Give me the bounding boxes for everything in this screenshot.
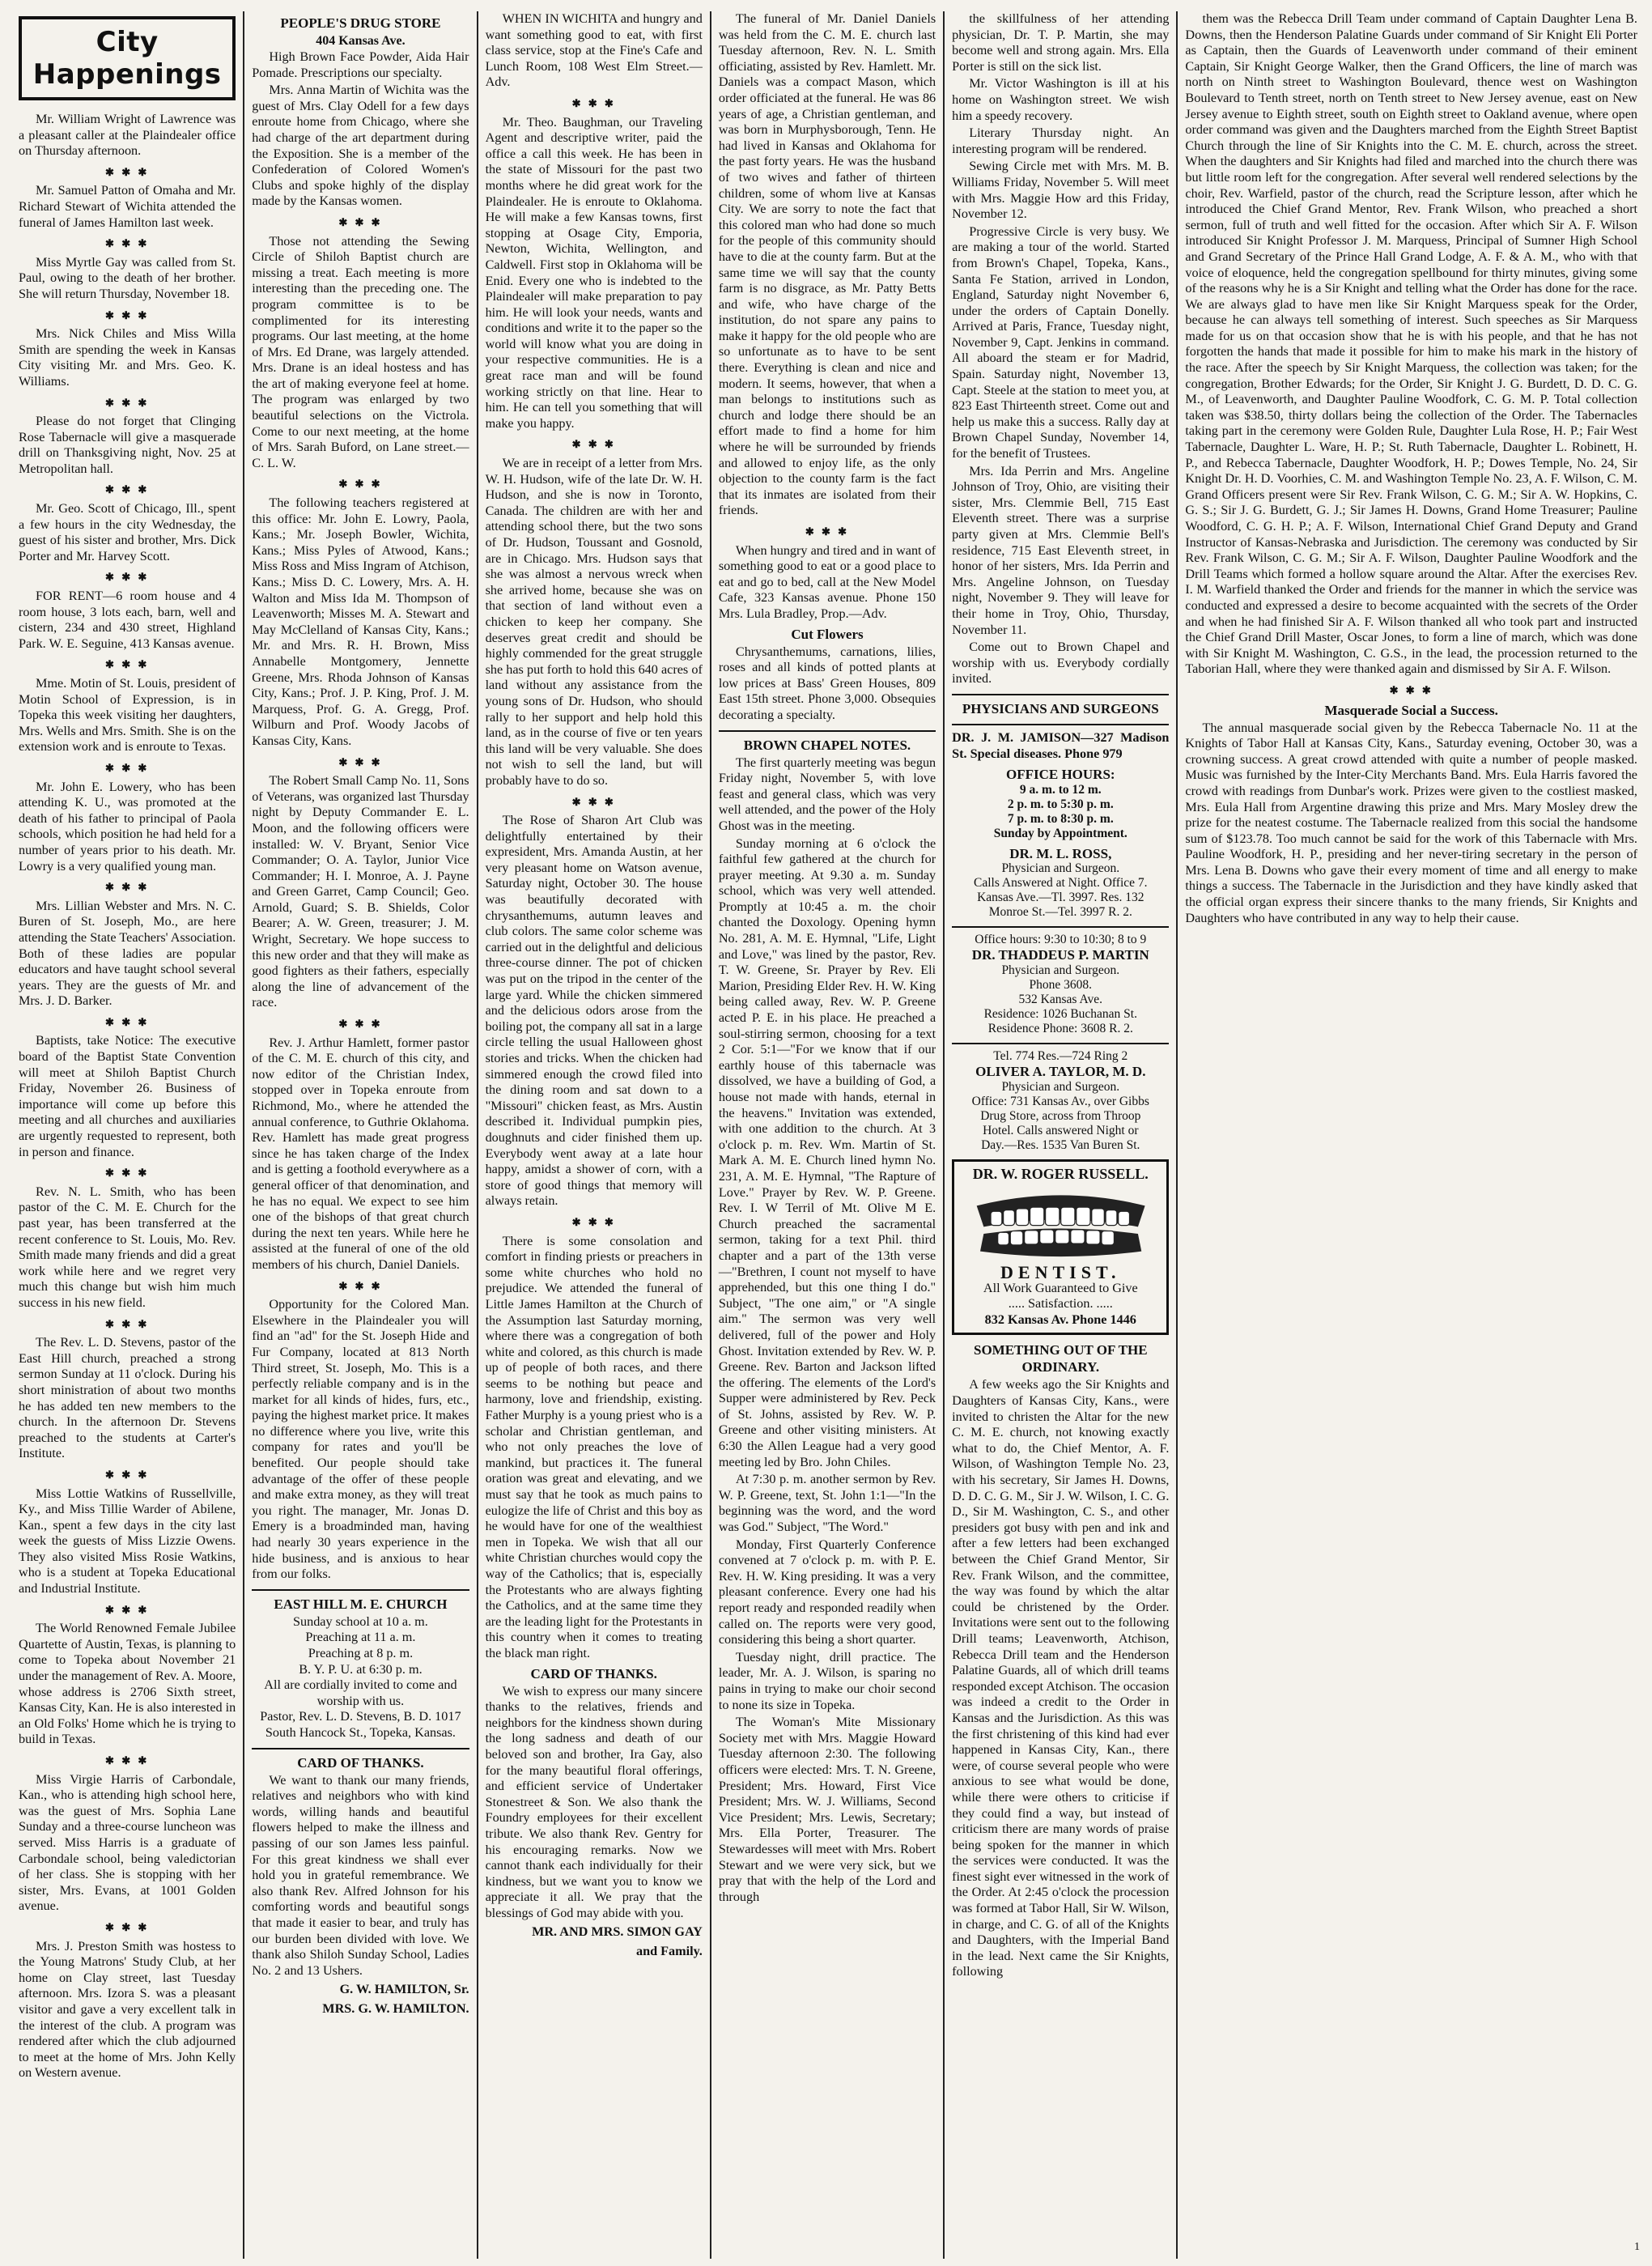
separator: ✱ ✱ ✱: [805, 525, 850, 538]
news-item: The Robert Small Camp No. 11, Sons of Veterans, was organized last Thursday night by Deputy Commander E. L. Moon, and the following officers were installed: W. V. Bryant, Senior Vice Commander; O. A. Taylor, Junior Vice Commander; H. I. Monroe, A. J. Payne and Green Garret, Camp Council; Geo. Arnold, Guard; S. B. Shields, Color Bearer; A. W. Green, treasurer; J. M. Wright, Secretary. We hope success to this new order and that they will make as good fighters as their fathers, especially along the line of advancement of the race.: [252, 773, 469, 1010]
divider: [952, 694, 1169, 695]
separator: ✱ ✱ ✱: [105, 308, 150, 321]
divider: [252, 1589, 469, 1591]
page-title: City Happenings: [19, 16, 236, 100]
news-item: Miss Myrtle Gay was called from St. Paul, owing to the death of her brother. She will return Thursday, November 18.: [19, 254, 236, 301]
jamison-name: DR. J. M. JAMISON—327 Madison St. Special diseases. Phone 979: [952, 729, 1170, 761]
office-hours-line: 2 p. m. to 5:30 p. m.: [1007, 797, 1114, 811]
separator: ✱ ✱ ✱: [105, 396, 150, 409]
news-item: Mrs. Lillian Webster and Mrs. N. C. Buren of St. Joseph, Mo., are here attending the State Teachers' Association. Both of these ladies are popular educators and have taught school several years. They are the guests of Mr. and Mrs. J. D. Barker.: [19, 898, 236, 1009]
chapel-note: Progressive Circle is very busy. We are making a tour of the world. Started from Brown's Chapel, Topeka, Kans., Santa Fe Station, arrived in London, England, Saturday night November 6, under the orders of Captain Donelly. Arrived at Paris, France, Tuesday night, November 9, Capt. Jenkins in command. All aboard the steam er for Madrid, Spain. Saturday night, November 13, Capt. Steele at the station to meet you, at 823 East Thirteenth street. Come out and help us make this a success. Rally day at Brown Chapel Sunday, November 14, for the benefit of Trustees.: [952, 223, 1170, 461]
taylor-line: Hotel. Calls answered Night or: [983, 1123, 1139, 1137]
separator: ✱ ✱ ✱: [338, 215, 383, 228]
flowers-text: Chrysanthemums, carnations, lilies, roses and all kinds of potted plants at low prices at Bass' Green Houses, 809 East 15th street. Phone 3,000. Obsequies decorating a specialty.: [718, 644, 936, 722]
separator: ✱ ✱ ✱: [105, 1468, 150, 1481]
brown-chapel-item: The first quarterly meeting was begun Friday night, November 5, with love feast and general class, which was very well attended, and the power of the Holy Ghost was in the meeting.: [718, 755, 936, 833]
ross-line: Kansas Ave.—Tl. 3997. Res. 132: [977, 891, 1145, 905]
separator: ✱ ✱ ✱: [105, 1167, 150, 1180]
col3-items: [486, 11, 703, 1662]
separator: ✱ ✱ ✱: [338, 1279, 383, 1292]
separator: ✱ ✱ ✱: [338, 478, 383, 491]
news-item: Rev. J. Arthur Hamlett, former pastor of the C. M. E. church of this city, and now editor of the Christian Index, stopped over in Topeka enroute from Richmond, Mo., where he attended the annual conference, to Guthrie Oklahoma. Rev. Hamlett has made great progress since he has taken charge of the Index and is getting a foothold everywhere as a general officer of that denomination, and he has no equal. We expect to see him one of the bishops of that great church during the next ten years. While here he assisted at the funeral of one of the old members of his church, Daniel Daniels.: [252, 1035, 469, 1272]
separator: ✱ ✱ ✱: [105, 1920, 150, 1933]
thanks-signature-1: MR. AND MRS. SIMON GAY: [532, 1924, 703, 1940]
flowers-head: Cut Flowers: [791, 626, 864, 642]
col5-items: [952, 11, 1169, 687]
drug-store-head: PEOPLE'S DRUG STORE: [280, 15, 441, 31]
church-line: Sunday school at 10 a. m.: [293, 1613, 428, 1629]
news-item: Mrs. Anna Martin of Wichita was the guest of Mrs. Clay Odell for a few days enroute home from Chicago, where she had charge of the art department during the Exposition. She is a member of the Confederation of Colored Women's Clubs and spoke highly of the display made by the Kansas women.: [252, 83, 469, 209]
martin-line: 532 Kansas Ave.: [1018, 992, 1103, 1006]
separator: ✱ ✱ ✱: [338, 1018, 383, 1031]
taylor-line: Drug Store, across from Throop: [980, 1108, 1141, 1123]
divider: [952, 1043, 1169, 1044]
column-3: [478, 11, 711, 2259]
brown-chapel-item: The Woman's Mite Missionary Society met with Mrs. Maggie Howard Tuesday afternoon 2:30. The following officers were elected: Mrs. T. N. Greene, President; Mrs. Howard, First Vice President; Mrs. W. J. Williams, Second Vice President; Mrs. Lewis, Secretary; Mrs. Ella Porter, Treasurer. The Stewardesses will meet with Mrs. Robert Stewart and we were very sick, but we pray that with the help of the Lord and through: [718, 1715, 936, 1904]
news-item: Mme. Motin of St. Louis, president of Motin School of Expression, is in Topeka this week visiting her daughters, Mrs. Wells and Mrs. Smith. She is on the extension work and is enroute to Texas.: [19, 676, 236, 755]
ross-line: Physician and Surgeon.: [1001, 861, 1120, 876]
office-hours-line: 7 p. m. to 8:30 p. m.: [1007, 811, 1114, 826]
news-item: There is some consolation and comfort in finding priests or preachers in some white churches who hold no prejudice. We attended the funeral of Little James Hamilton at the Church of the Assumption last Saturday morning, where there was a congregation of both white and colored, as this church is made up of people of both races, and there seems to be nothing but peace and harmony, love and friendship, existing. Father Murphy is a young priest who is a scholar and Christian gentleman, and who not only preaches the love of mankind, but practices it. The funeral oration was great and elevating, and we must say that he took as much pains to eulogize the life of Christ and this boy as he would have for one of the wealthiest men in Topeka. We wish that all our white Christian churches would copy the way of the Catholics; that is, especially the Protestants who are always fighting the Catholics, and at the same time they are the leading light for the Protestants in this country when it comes to treating the black man right.: [485, 1233, 703, 1660]
jamison-card: [952, 730, 1169, 762]
separator: ✱ ✱ ✱: [571, 1215, 616, 1228]
church-line: Preaching at 11 a. m.: [305, 1630, 416, 1645]
chapel-note: Mr. Victor Washington is ill at his home on Washington street. We wish him a speedy recovery.: [952, 76, 1170, 123]
thanks-signature-2: and Family.: [635, 1944, 703, 1959]
taylor-line: Physician and Surgeon.: [1001, 1079, 1120, 1094]
drug-store-address: 404 Kansas Ave.: [316, 34, 406, 48]
dentist-ad: [952, 1159, 1169, 1336]
news-item: Mr. Samuel Patton of Omaha and Mr. Richard Stewart of Wichita attended the funeral of James Hamilton last week.: [19, 183, 236, 230]
column-5: [945, 11, 1178, 2259]
brown-chapel-item: Monday, First Quarterly Conference convened at 7 o'clock p. m. with P. E. Rev. H. W. King presiding. It was a very pleasant conference. Every one had his report ready and responded readily when called on. The reports were very good, considering this being a short quarter.: [718, 1537, 936, 1647]
col2-items: [252, 83, 469, 1583]
news-item: Mrs. Nick Chiles and Miss Willa Smith are spending the week in Kansas City visiting Mr. and Mrs. Geo. K. Williams.: [19, 326, 236, 389]
dentist-name: DR. W. ROGER RUSSELL.: [972, 1165, 1149, 1182]
divider: [952, 724, 1169, 725]
news-item: Mrs. J. Preston Smith was hostess to the Young Matrons' Study Club, at her home on Clay street, last Tuesday afternoon. Mrs. Izora S. was a pleasant visitor and gave a very excellent talk in the interest of the club. A program was rendered after which the club adjourned to meet at the home of Mrs. John Kelly on Western avenue.: [19, 1938, 236, 2081]
separator: ✱ ✱ ✱: [105, 237, 150, 250]
church-line: Preaching at 8 p. m.: [308, 1646, 414, 1660]
martin-line: Residence Phone: 3608 R. 2.: [987, 1021, 1133, 1035]
office-hours-head: OFFICE HOURS:: [1005, 767, 1115, 783]
news-item: Mr. William Wright of Lawrence was a pleasant caller at the Plaindealer office on Thursday afternoon.: [19, 112, 236, 159]
separator: ✱ ✱ ✱: [105, 571, 150, 584]
ross-name: DR. M. L. ROSS,: [1009, 845, 1112, 861]
separator: ✱ ✱ ✱: [338, 755, 383, 768]
thanks-text: We want to thank our many friends, relatives and neighbors who with kind words, willing hands and beautiful flowers helped to make the illness and passing of our son James less painful. For this great kindness we shall ever hold you in grateful remembrance. We also thank Rev. Alfred Johnson for his comforting words and beautiful songs that made it easier to bear, and truly has our burden been divided with love. We thank also Shiloh Sunday School, Ladies No. 2 and 13 Ushers.: [252, 1772, 469, 1978]
church-line: Pastor, Rev. L. D. Stevens, B. D. 1017 South Hancock St., Topeka, Kansas.: [260, 1709, 461, 1740]
martin-hours: Office hours: 9:30 to 10:30; 8 to 9: [975, 933, 1147, 947]
separator: ✱ ✱ ✱: [105, 1754, 150, 1766]
martin-line: Phone 3608.: [1029, 977, 1093, 992]
brown-chapel-item: Tuesday night, drill practice. The leader, Mr. A. J. Wilson, is sparing no pains in trying to make our choir second to none its size in Topeka.: [718, 1649, 936, 1712]
thanks-text: We wish to express our many sincere thanks to the relatives, friends and neighbors for the kindness shown during the long sadness and death of our beloved son and brother, Ira Gay, also for the many beautiful floral offerings, and efficient service of Undertaker Stonestreet & Son. We also thank the Foundry employees for their excellent tribute. We also thank Rev. Gentry for his encouraging remarks. Now we cannot thank each individually for their kindness, but we want you to know we appreciate it all. We pray that the blessings of God may abide with you.: [485, 1683, 703, 1920]
dentist-line-1: All Work Guaranteed to Give: [983, 1280, 1138, 1295]
news-item: WHEN IN WICHITA and hungry and want something good to eat, with first class service, stop at the Fine's Cafe and Lunch Room, 108 West Elm Street.—Adv.: [485, 11, 703, 90]
dentist-line-2: ..... Satisfaction. .....: [1008, 1296, 1113, 1312]
separator: ✱ ✱ ✱: [105, 658, 150, 671]
news-item: The World Renowned Female Jubilee Quartette of Austin, Texas, is planning to come to Topeka about November 21 under the management of Rev. A. Moore, whose address is 2706 Sixth street, Kansas City, Kan. He is also interested in an Old Folks' Home which he is trying to build in Texas.: [19, 1621, 236, 1747]
taylor-line: Office: 731 Kansas Av., over Gibbs: [971, 1094, 1149, 1108]
chapel-note: Sewing Circle met with Mrs. M. B. Williams Friday, November 5. Will meet with Mrs. Maggie How ard this Friday, November 12.: [952, 159, 1170, 222]
separator: ✱ ✱ ✱: [105, 1603, 150, 1616]
news-item: The following teachers registered at this office: Mr. John E. Lowry, Paola, Kans.; Mr. Joseph Bowler, Wichita, Kans.; Miss Pyles of Atwood, Kans.; Miss Ross and Miss Ingram of Atchison, Kans.; Miss D. C. Lowery, Mrs. A. H. Walton and Miss Ida M. Thompson of Leavenworth; Misses M. A. Stewart and May McClelland of Kansas City, Kans.; Mr. and Mrs. R. H. Brown, Miss Annabelle Montgomery, Jennette Greene, Mrs. Rhoda Johnson of Kansas City, Kans.; Prof. J. P. King, Prof. J. M. Marquess, Prof. G. A. Gregg, Prof. Wilburn and Prof. Woody Jacobs of Kansas City, Kans.: [252, 495, 469, 748]
ross-line: Calls Answered at Night. Office 7.: [974, 876, 1148, 891]
ross-lines: [952, 861, 1169, 920]
news-item: Opportunity for the Colored Man. Elsewhere in the Plaindealer you will find an "ad" for the St. Joseph Hide and Fur Company, located at 813 North Third street, St. Joseph, Mo. This is a perfectly reliable company and is in the market for all kinds of hides, furs, etc., paying the highest market price. It makes no difference where you live, write this company for rates and you'll be benefited. Our people should take advantage of the offer of these people and make extra money, as they will treat you right. The manager, Mr. Jonas D. Emery is a broadminded man, having had nearly 30 years experience in the hide business, and is anxious to hear from our folks.: [252, 1297, 469, 1582]
chapel-note: the skillfulness of her attending physician, Dr. T. P. Martin, she may become well and strong again. Mrs. Ella Porter is still on the sick list.: [952, 11, 1170, 74]
news-item: The Rose of Sharon Art Club was delightfully entertained by their expresident, Mrs. Amanda Austin, at her very pleasant home on Watson avenue, Saturday night, October 30. The house was beautifully decorated with chrysanthemums, autumn leaves and club colors. The same color scheme was carried out in the delightful and delicious three-course dinner. The pot of chicken was put on the tripod in the center of the large yard. While the chicken simmered and the delicious odors arose from the boiling pot, the company all sat in a large circle telling the usual Halloween ghost stories and tricks. When the chicken had simmered enough the crowd filed into the dining room and sat down to a "Missouri" chicken feast, as Mrs. Austin described it. Individual pumpkin pies, doughnuts and cider finished them up. Everybody went away at a late hour happy, amidst a shower of corn, with a store of good things that memory will always retain.: [485, 813, 703, 1209]
column-2: [244, 11, 478, 2259]
news-item: The funeral of Mr. Daniel Daniels was held from the C. M. E. church last Tuesday afternoon, Rev. N. L. Smith officiating, assisted by Rev. Hamlett. Mr. Daniels was a compact Mason, which order officiated at the funeral. He was 86 years of age, a Christian gentleman, and was born in Murphysborough, Tenn. He had lived in Kansas and Oklahoma for the past forty years. He was the husband of two wives and father of thirteen children, some of whom live at Kansas City. We are sorry to note the fact that this colored man who had done so much for the people of this community should have to die at the county farm. But at the same time we will say that the county farm is no disgrace, as Mr. Patty Betts and wife, who have charge of the institution, do not spare any pains to make it happy for the old people who are so unfortunate as to have to be sent there. Everything is clean and nice and modern. It seems, however, that when a man belongs to institutions such as church and lodge there should be an effort made to find a home for him where he will be surrounded by friends and allowed to enjoy life, as the only objection to the county farm is the fact that its inmates are isolated from their friends.: [718, 11, 936, 518]
brown-chapel-items: [719, 755, 936, 1906]
news-item: Miss Virgie Harris of Carbondale, Kan., who is attending high school here, was the guest of Mrs. Sophia Lane Sunday and a three-course luncheon was served. Miss Harris is a graduate of Carbondale school, being valedictorian of her class. She is stopping with her sister, Mrs. Evans, at 1001 Golden avenue.: [19, 1771, 236, 1914]
church-line: All are cordially invited to come and worship with us.: [264, 1677, 457, 1708]
news-item: The Rev. L. D. Stevens, pastor of the East Hill church, preached a strong sermon Sunday at 11 o'clock. During his short ministration of about two months he has added ten new members to the church. In the afternoon Dr. Stevens preached to the students at Carter's Institute.: [19, 1335, 236, 1461]
martin-line: Residence: 1026 Buchanan St.: [983, 1006, 1137, 1021]
separator: ✱ ✱ ✱: [1389, 683, 1433, 696]
news-item: Miss Lottie Watkins of Russellville, Ky., and Miss Tillie Warder of Abilene, Kan., spent a few days in the city last week the guests of Miss Lizzie Owens. They also visited Miss Rosie Watkins, who is a student at Topeka Educational and Industrial Institute.: [19, 1486, 236, 1596]
martin-card: [952, 933, 1169, 1036]
martin-name: DR. THADDEUS P. MARTIN: [971, 947, 1149, 963]
taylor-card: [952, 1049, 1169, 1153]
chapel-note: Mrs. Ida Perrin and Mrs. Angeline Johnson of Troy, Ohio, are visiting their sister, Mrs. Clemmie Bell, 715 East Eleventh street. There was a surprise party given at Mrs. Clemmie Bell's residence, 715 East Eleventh street, in honor of her sisters, Mrs. Ida Perrin and Mrs. Angeline Johnson, on Tuesday night, November 9. They will leave for their home in Troy, Ohio, Thursday, November 11.: [952, 463, 1170, 637]
column-6: [1178, 11, 1645, 2259]
news-item: Rev. N. L. Smith, who has been pastor of the C. M. E. Church for the past year, has been transferred at the recent conference to St. Louis, Mo. Rev. Smith made many friends and did a great work while here and we regret very much this change but wish him much success in his new field.: [19, 1184, 236, 1310]
martin-lines: [952, 963, 1169, 1036]
column-4: [711, 11, 945, 2259]
taylor-line: Day.—Res. 1535 Van Buren St.: [981, 1137, 1140, 1152]
divider: [952, 926, 1169, 928]
thanks-head: CARD OF THANKS.: [530, 1665, 657, 1681]
chapel-note: Come out to Brown Chapel and worship with us. Everybody cordially invited.: [952, 640, 1170, 687]
dentures-icon: [970, 1187, 1152, 1260]
ordinary-continued-text: them was the Rebecca Drill Team under command of Captain Daughter Lena B. Downs, then the Henderson Palatine Guards under command of Sir Knight Eli Porter as Captain, then the Guards of Leavenworth under command of their eminent Captain, Sir Knight George Walker, then the Grand Officers, the line of march was north on Ninth street to Washington Boulevard, thence west on Washington Boulevard to Tenth street, north on Tenth street to New Jersey avenue, east on New Jersey avenue to Eighth street, south on Eighth street to Oakland avenue, where open order command was given and the Daughters marched from the Eighth Street Baptist Church through the line of Sir Knights into the C. M. E. church, across the street. When the daughters and Sir Knights had filed and marched into the church there was but little room left for the congregation. After several well rendered selections by the choir, Rev. Warfield, pastor of the church, read the Scripture lesson, after which he introduced the Chief Grand Mentor, Rev. Frank Wilson, who preached a short sermon, full of truth and well fitted for the occasion. After which Sir A. F. Wilson introduced Sir Knight Professor J. M. Marquess, Principal of Sumner High School and Grand Secretary of the Prince Hall Grand Lodge, A. F. & A. M., who with that voice of eloquence, held the congregation spellbound for thirty minutes, giving some of the reasons why he is a Sir Knight and telling what the Order has done for the race. We are always glad to have men like Sir Knight Marquess speak for the Order, because he can always tell something of interest. Such speeches as Sir Marquess made for us on that occasion show that he is with his people, and that he has not forgotten the hands that made it possible for him to make his mark in the history of the race. After the speech by Sir Knight Marquess, the collection was taken; for the congregation, Brother Edwards; for the Order, Sir Knight J. G. Burdett, D. D. C. G. M., of Leavenworth, and Daughter Pauline Woodfork, C. G. M. P. Total collection taken was $38.50, thirty dollars being the collection of the Order. The Tabernacles taking part in the ceremony were Golden Rule, Daughter Lula Rose, H. P.; Fair West Tabernacle, Daughter L. Ware, H. P.; St. Ruth Tabernacle, Daughter L. Robinett, H. P., and Rebecca Tabernacle, Daughter Woodfork, H. P.; Dowes Temple, No. 24, Sir Knight Dr. H. D. Voorhies, C. M. and Washington Temple No. 23, A. F. Wilson, C. M. Grand Officers present were Sir Rev. Frank Wilson, C. G. M.; Sir A. W. Hopkins, C. G. S.; Sir J. G. Burdett, G. J.; Sir James H. Downs, Grand Home Treasurer; Pauline Woodford, C. G. H. P.; A. F. Wilson, International Chief Grand Deputy and Grand Instructor of Kansas-Nebraska and Jurisdiction. The ceremony was conducted by Sir Rev. Frank Wilson, C. G. M.; Sir A. F. Wilson, Daughter Pauline Woodfork and the Drill Teams which formed a hollow square around the Altar. After the exercises Rev. I. M. Warfield thanked the Order and friends for the manner in which the service was conducted and expressed a desire to become acquainted with the secrets of the Order and when he had finished Sir A. F. Wilson thanked all who took part and instructed the Chief Grand Drill Master, Oscar Jones, to form a line of march, which was done with Sir Knight M. Washington, C. G.S., in the lead, the procession returned to the Taborian Hall, where they were thanked again and dismissed by Sir A. F. Wilson.: [1185, 11, 1637, 677]
news-item: Mr. Theo. Baughman, our Traveling Agent and descriptive writer, paid the office a call this week. He has been in the state of Missouri for the past two months where he did great work for the Plaindealer. He is enroute to Oklahoma. He will make a few Kansas towns, first stopping at Osage City, Emporia, Newton, Wichita, Wellington, and Caldwell. First stop in Oklahoma will be Enid. Every one who is indebted to the Plaindealer will make preparation to pay him. He will look your needs, wants and conditions and write it to the paper so the world will know what you are doing in your respective communities. He is a great race man and will be found working strictly on that line. Hear to him. He can tell you something that will make you happy.: [485, 114, 703, 431]
office-hours-line: 9 a. m. to 12 m.: [1019, 782, 1102, 797]
ross-card: [952, 846, 1169, 920]
news-item: Mr. Geo. Scott of Chicago, Ill., spent a few hours in the city Wednesday, the guest of his sister and brother, Mrs. Dick Porter and Mr. Harvey Scott.: [19, 501, 236, 563]
separator: ✱ ✱ ✱: [105, 1015, 150, 1028]
dentist-address: 832 Kansas Av. Phone 1446: [984, 1312, 1136, 1327]
divider: [252, 1748, 469, 1749]
ross-line: Monroe St.—Tel. 3997 R. 2.: [988, 905, 1132, 920]
news-item: Mr. John E. Lowery, who has been attending K. U., was promoted at the death of his father to principal of Paola schools, which position he had held for a number of years prior to his death. Mr. Lowry is a very qualified young man.: [19, 779, 236, 874]
separator: ✱ ✱ ✱: [105, 761, 150, 774]
separator: ✱ ✱ ✱: [105, 1317, 150, 1330]
news-item: Baptists, take Notice: The executive board of the Baptist State Convention will meet at Shiloh Baptist Church Friday, November 26. Business of importance will come up before this meeting and all churches and auxiliaries are urgently requested to represent, both in person and finance.: [19, 1033, 236, 1159]
columns: [11, 11, 1645, 2259]
physicians-head: PHYSICIANS AND SURGEONS: [962, 700, 1159, 716]
masquerade-head: Masquerade Social a Success.: [1324, 702, 1498, 718]
church-head: EAST HILL M. E. CHURCH: [274, 1596, 448, 1612]
drug-store-text: High Brown Face Powder, Aida Hair Pomade. Prescriptions our specialty.: [252, 49, 469, 80]
thanks-head: CARD OF THANKS.: [297, 1754, 424, 1771]
column-1: [11, 11, 244, 2259]
news-item: When hungry and tired and in want of something good to eat or a good place to eat and go to bed, call at the New Model Cafe, 323 Kansas avenue. Phone 150 Mrs. Lula Bradley, Prop.—Adv.: [718, 542, 936, 621]
col4-items: [719, 11, 936, 623]
office-hours-lines: [952, 783, 1169, 841]
taylor-name: OLIVER A. TAYLOR, M. D.: [975, 1063, 1146, 1079]
masquerade-text: The annual masquerade social given by the Rebecca Tabernacle No. 11 at the Knights of Tabor Hall at Kansas City, Kans., Saturday evening, October 30, was a crowning success. A great crowd attended with quite a number of people masked. Music was furnished by the Inter-City Merchants Band. Mrs. Eula Harris favored the crowd with readings from Dunbar's work. Prizes were given to the costliest masked, Mrs. Eula Hall from Argentine drawing this prize and Mrs. Mary Mosley drew the prize for the neatest costume. The Tabernacle realized from this social the handsome sum of $123.78. Too much cannot be said for the work of this Tabernacle with Mrs. Pauline Woodfork, H. P., presiding and her never-tiring secretary in the person of Mrs. Lena B. Downs who gave their every moment of time and all energy to make things a success. The Tabernacle in the Jurisdiction and they have kindly asked that the official organ express their sincere thanks to the many friends, Sir Knights and Daughters who have contributed in any way to help their cause.: [1185, 720, 1637, 925]
separator: ✱ ✱ ✱: [105, 881, 150, 894]
separator: ✱ ✱ ✱: [571, 795, 616, 808]
thanks-signature-1: G. W. HAMILTON, Sr.: [339, 1982, 469, 1997]
news-item: We are in receipt of a letter from Mrs. W. H. Hudson, wife of the late Dr. W. H. Hudson, and she is now in Toronto, Canada. The children are with her and attending school there, but the two sons of Dr. Hudson, Toussant and Gosnold, are in Chicago. Mrs. Hudson says that she was almost a nervous wreck when she arrived home, because she was on that section of land without even a chicken to keep her company. She deserves great credit and should be highly commended for the great struggle she has put forth to hold this 640 acres of land without any assistance from the young sons of Dr. Hudson, who should rally to her support and help hold this land, as in the course of five or ten years this land will be very valuable. She does not wish to sell the land, but will probably have to do so.: [485, 456, 703, 788]
brown-chapel-item: At 7:30 p. m. another sermon by Rev. W. P. Greene, text, St. John 1:1—"In the beginning was the word, and the word was God." Subject, "The Word.": [718, 1472, 936, 1535]
chapel-note: Literary Thursday night. An interesting program will be rendered.: [952, 125, 1170, 156]
office-hours-card: [952, 767, 1169, 841]
taylor-lines: [952, 1080, 1169, 1153]
separator: ✱ ✱ ✱: [105, 483, 150, 496]
ordinary-text: A few weeks ago the Sir Knights and Daughters of Kansas City, Kans., were invited to christen the Altar for the new C. M. E. church, not knowing exactly what to do, the Chief Mentor, A. F. Wilson, of Washington Temple No. 23, with his secretary, Sir James H. Downs, D. D. C. G. M., Sir J. W. Wilson, I. C. G. D., Sir M. Washington, C. S., and other presiders got busy with pen and ink and after a few letters had been exchanged between the Chief Grand Mentor, Sir Rev. Frank Wilson, and the committee, the way was found by which the altar could be christened by the Order. Invitations were sent out to the following Drill teams; Leavenworth, Atchison, Rebecca Drill team and the Henderson Palatine Guards, all of which drill teams responded except Atchison. The occasion was indeed a credit to the Order in Kansas and the Jurisdiction. As this was the first christening of this kind had ever happened in Kansas City, Kan., there were, of course several people who were anxious to see what would be done, while there were others to criticise if they could find a way, but instead of criticism there are many words of praise being spoken for the manner in which the services were conducted. It was the finest sight ever witnessed in the work of the Order. At 2:45 o'clock the procession was formed at Tabor Hall, Sir W. Wilson, in charge, and C. G. of all of the Knights and Daughters, with the Imperial Band in the lead. Next came the Sir Knights, following: [952, 1377, 1170, 1979]
city-happenings-items: [19, 112, 236, 2081]
office-hours-line: Sunday by Appointment.: [993, 826, 1128, 840]
church-schedule: [252, 1614, 469, 1741]
divider: [719, 730, 936, 732]
page-number: 1: [1633, 2241, 1640, 2254]
news-item: Those not attending the Sewing Circle of Shiloh Baptist church are missing a treat. Each meeting is more interesting than the preceding one. The program committee is to be complimented for its interesting programs. Our last meeting, at the home of Mrs. Ed Drane, was largely attended. Mrs. Drane is an ideal hostess and has the art of making everyone feel at home. The program was enlarged by two beautiful selections on the Victrola. Come to our next meeting, at the home of Mrs. Sarah Buford, on Lane street.—C. L. W.: [252, 233, 469, 470]
brown-chapel-head: BROWN CHAPEL NOTES.: [743, 737, 911, 753]
thanks-signature-2: MRS. G. W. HAMILTON.: [322, 2000, 469, 2016]
news-item: FOR RENT—6 room house and 4 room house, 3 lots each, barn, well and cistern, 234 and 430 street, Highland Park. W. E. Seguine, 413 Kansas avenue.: [19, 589, 236, 651]
martin-line: Physician and Surgeon.: [1001, 963, 1120, 977]
news-item: Please do not forget that Clinging Rose Tabernacle will give a masquerade drill on Thanksgiving night, Nov. 25 at Metropolitan hall.: [19, 414, 236, 476]
separator: ✱ ✱ ✱: [571, 96, 616, 109]
taylor-tel: Tel. 774 Res.—724 Ring 2: [993, 1048, 1128, 1063]
church-line: B. Y. P. U. at 6:30 p. m.: [299, 1661, 423, 1677]
brown-chapel-item: Sunday morning at 6 o'clock the faithful few gathered at the church for prayer meeting. At 9.30 a. m. Sunday school, which was very well attended. Promptly at 10:45 a. m. the choir chanted the Doxology. Opening hymn No. 281, A. M. E. Hymnal, "Life, Light and Love," was lined by the pastor, Rev. T. W. Greene, Sr. Prayer by Rev. Eli Marion, Presiding Elder Rev. H. W. King being called away, Rev. W. P. Greene acted P. E. in his place. He preached a soul-stirring sermon, choosing for a text 2 Cor. 5:1—"For we know that if our earthly house of this tabernacle was dissolved, we have a building of God, a house not made with hands, eternal in the heavens." Invitation was extended, with one addition to the church. At 3 o'clock p. m. Rev. Wm. Martin of St. Mark A. M. E. Church lined hymn No. 231, A. M. E. Hymnal, "The Rapture of Love." Prayer by Rev. W. P. Greene. Rev. I. W Terril of Mt. Olive M E. Church preached the sacramental sermon, taking for a text Phil. third chapter and a part of the 13th verse—"Brethren, I count not myself to have apprehended, but this one thing I do." Subject, "The one aim," or "A single aim." The sermon was very well delivered, full of the power and Holy Ghost. Invitation extended by Rev. W. P. Greene. Rev. Barton and Jackson lifted the offering. The elements of the Lord's Supper were administered by Rev. Peck of St. Johns, assisted by Rev. W. P. Greene and other visiting ministers. At 6:30 the Allen League had a very good meeting led by Bro. John Chiles.: [718, 835, 936, 1469]
dentist-word: DENTIST.: [1000, 1262, 1121, 1283]
separator: ✱ ✱ ✱: [571, 438, 616, 451]
separator: ✱ ✱ ✱: [105, 165, 150, 178]
ordinary-head: SOMETHING OUT OF THE ORDINARY.: [973, 1342, 1148, 1375]
